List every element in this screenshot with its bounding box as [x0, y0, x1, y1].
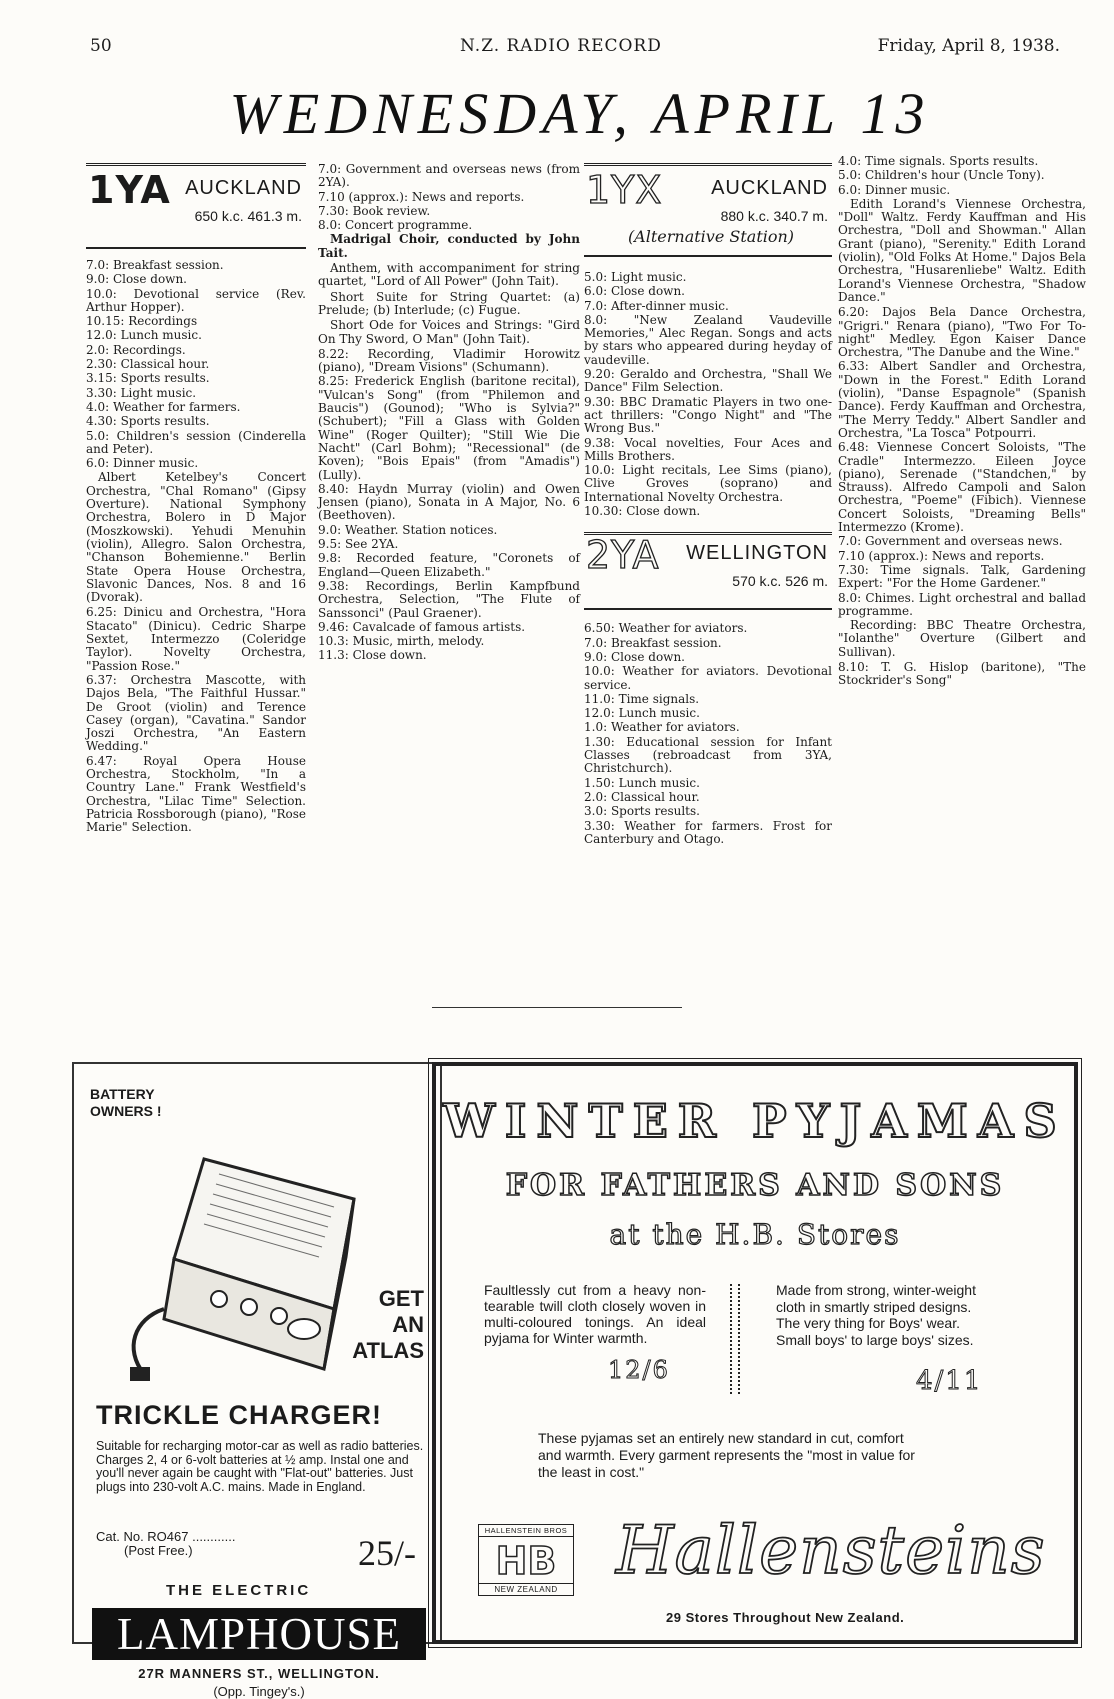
programme-item: 7.0: Breakfast session.	[584, 635, 722, 650]
programme-paragraph: Anthem, with accompaniment for string quartet, "Lord of All Power" (John Tait).	[318, 261, 580, 289]
programme-item: 1.30: Educational session for Infant Classes (rebroadcast from 3YA, Christchurch).	[584, 734, 832, 776]
charger-description: Suitable for recharging motor-car as well as radio batteries. Charges 2, 4 or 6-volt batteries at ½ amp. Instal one and you'll never again be caught with "Flat-out" batteries. Just plugs into 230-volt A.C. mains. Made in England.	[96, 1439, 424, 1494]
programme-item: 9.0: Close down.	[584, 649, 685, 664]
logo-bottom-text: NEW ZEALAND	[479, 1583, 573, 1595]
programme-item: 4.0: Weather for farmers.	[86, 399, 241, 414]
programme-item: 7.0: Government and overseas news.	[838, 534, 1063, 549]
programme-item: 9.0: Weather. Station notices.	[318, 522, 498, 537]
standard-text: These pyjamas set an entirely new standard in cut, comfort and warmth. Every garment represents the "most in value for the least in cost."	[538, 1430, 915, 1480]
programme-item: 6.0: Dinner music.	[838, 182, 951, 197]
programme-paragraph: Recording: BBC Theatre Orchestra, "Iolanthe" Overture (Gilbert and Sullivan).	[838, 618, 1086, 659]
programme-item: 8.22: Recording, Vladimir Horowitz (piano), "Dream Visions" (Schumann).	[318, 346, 580, 375]
programme-item: 7.0: Government and overseas news (from 2YA).	[318, 162, 580, 190]
programme-item: 7.10 (approx.): News and reports.	[318, 189, 525, 204]
programme-item: 3.0: Sports results.	[584, 804, 700, 819]
trickle-charger-heading: TRICKLE CHARGER!	[96, 1400, 382, 1430]
programme-item: 10.0: Light recitals, Lee Sims (piano), Clive Groves (soprano) and International Novelty Orchestra.	[584, 463, 832, 504]
programme-item: 9.38: Vocal novelties, Four Aces and Mills Brothers.	[584, 435, 832, 463]
station-frequency: 880 k.c. 340.7 m.	[720, 208, 828, 224]
programme-item: 9.0: Close down.	[86, 272, 187, 287]
programme-item: 3.30: Light music.	[86, 385, 197, 400]
column-2ya-evening	[838, 155, 1086, 689]
programme-item: 6.25: Dinicu and Orchestra, "Hora Stacato" (Dinicu). Cedric Sharpe Sextet, Intermezzo (Coleridge Taylor). Novelty Orchestra, "Passion Rose."	[86, 605, 306, 673]
programme-item: 5.0: Children's hour (Uncle Tony).	[838, 168, 1045, 183]
winter-pyjamas-heading: WINTER PYJAMAS	[443, 1094, 1067, 1148]
column-1yа	[86, 163, 306, 835]
programme-item: 6.48: Viennese Concert Soloists, "The Cradle" Intermezzo. Eileen Joyce (piano), Serenade ("Standchen," by Strauss). Alfredo Campoli and Salon Orchestra, "Poeme" (Fibich). Viennese Concert Soloists, "Dreaming Bells" Intermezzo (Krome).	[838, 440, 1086, 535]
get-an-atlas	[352, 1286, 424, 1364]
programme-item: 10.30: Close down.	[584, 504, 701, 519]
programme-item: 10.0: Weather for aviators. Devotional service.	[584, 664, 832, 692]
station-frequency: 650 k.c. 461.3 m.	[194, 208, 302, 224]
programme-item: 9.5: See 2YA.	[318, 537, 399, 552]
programme-item: 7.0: Breakfast session.	[86, 258, 224, 272]
programme-paragraph: Albert Ketelbey's Concert Orchestra, "Chal Romano" (Gipsy Overture). National Symphony Orchestra, Bolero in D Major (Moszkowski). Yehudi Menuhin (violin), Allegro. Salon Orchestra, "Chanson Bohemienne." Berlin State Opera House Orchestra, Slavonic Dances, Nos. 8 and 16 (Dvorak).	[86, 470, 306, 605]
fathers-and-sons-heading: FOR FATHERS AND SONS	[505, 1168, 1005, 1203]
battery-owners-label: BATTERY OWNERS !	[90, 1086, 162, 1119]
cat-number: Cat. No. RO467 ............	[96, 1529, 236, 1544]
trickle-charger-illustration	[124, 1139, 374, 1389]
programme-item: 3.30: Weather for farmers. Frost for Canterbury and Otago.	[584, 818, 832, 846]
lamphouse-advert	[72, 1062, 442, 1699]
programme-item: 2.0: Recordings.	[86, 342, 186, 357]
programme-item: 7.10 (approx.): News and reports.	[838, 548, 1045, 563]
hb-stores-heading: at the H.B. Stores	[609, 1218, 901, 1251]
the-electric-label: THE ELECTRIC	[166, 1582, 312, 1599]
station-header-1yx	[584, 163, 832, 257]
station-frequency: 570 k.c. 526 m.	[732, 573, 828, 590]
programme-item: 2.0: Classical hour.	[584, 789, 700, 804]
station-call: 2YA	[586, 533, 660, 578]
column-1ya-evening	[318, 163, 580, 664]
issue-date: Friday, April 8, 1938.	[877, 36, 1060, 56]
charger-price: 25/-	[358, 1533, 416, 1573]
programme-item: 3.15: Sports results.	[86, 371, 210, 386]
station-alternative: (Alternative Station)	[627, 227, 795, 246]
programme-item: 11.0: Time signals.	[584, 691, 700, 706]
programme-item: 1.0: Weather for aviators.	[584, 720, 740, 735]
programme-item: 6.0: Close down.	[584, 284, 685, 299]
programme-item: 8.10: T. G. Hislop (baritone), "The Stockrider's Song"	[838, 659, 1086, 688]
programme-item: 6.33: Albert Sandler and Orchestra, "Down in the Forest." Edith Lorand (violin), "Danse Espagnole" (Spanish Dance). Ferdy Kauffman and Orchestra, "The Merry Teddy." Albert Sandler and Orchestra, "La Tosca" Potpourri.	[838, 359, 1086, 440]
logo-top-text: HALLENSTEIN BROS	[479, 1525, 573, 1537]
programme-item: 8.0: Chimes. Light orchestral and ballad programme.	[838, 590, 1086, 618]
programme-paragraph: Edith Lorand's Viennese Orchestra, "Doll" Waltz. Ferdy Kauffman and His Orchestra, "Doll and Showman." Allan Grant (piano), "Serenity." Edith Lorand (violin), "Old Folks At Home." Dajos Bela Orchestra, "Husarenliebe" Waltz. Edith Lorand's Viennese Orchestra, "Shadow Dance."	[838, 196, 1086, 304]
column-separator	[730, 1284, 740, 1394]
programme-item: 5.0: Children's session (Cinderella and Peter).	[86, 428, 306, 456]
programme-item: 9.20: Geraldo and Orchestra, "Shall We Dance" Film Selection.	[584, 367, 832, 395]
atlas-label: ATLAS	[352, 1338, 424, 1363]
programme-item: 12.0: Lunch music.	[584, 706, 700, 721]
boys-price: 4/11	[916, 1366, 983, 1396]
station-city: WELLINGTON	[686, 542, 828, 565]
column-rule	[432, 1007, 682, 1008]
lamphouse-address: 27R MANNERS ST., WELLINGTON.	[138, 1666, 380, 1681]
station-call: 1YX	[586, 168, 663, 212]
programme-item: 12.0: Lunch music.	[86, 328, 202, 343]
programme-item: 8.25: Frederick English (baritone recital), "Vulcan's Song" (from "Philemon and Baucis") (Gounod); "Who is Sylvia?" (Schubert); "Fill a Glass with Golden Wine" (Roger Quilter); "Still Wie Die Nacht" (Carl Bohm); "Recessional" (de Koven); "Bois Epais" (from "Amadis") (Lully).	[318, 374, 580, 482]
programme-item: 11.3: Close down.	[318, 648, 427, 663]
mens-price: 12/6	[608, 1356, 670, 1384]
get-label: GET	[378, 1286, 424, 1311]
column-1yx-2ya	[584, 163, 832, 847]
programme-item: 4.30: Sports results.	[86, 414, 210, 429]
hallenstein-advert	[432, 1062, 1078, 1644]
station-city: AUCKLAND	[185, 177, 302, 199]
programme-item: 6.50: Weather for aviators.	[584, 621, 748, 636]
mens-pyjama-text: Faultlessly cut from a heavy non-tearable twill cloth closely woven in multi-coloured tonings. An ideal pyjama for Winter warmth.	[484, 1282, 706, 1346]
programme-item: 7.30: Book review.	[318, 203, 431, 218]
logo-monogram: HB	[495, 1539, 557, 1583]
station-call: 1YA	[88, 168, 171, 212]
hallensteins-script-logo: Hallensteins	[616, 1512, 1046, 1589]
programme-item: 7.0: After-dinner music.	[584, 298, 729, 313]
post-free: (Post Free.)	[124, 1543, 193, 1558]
programme-item: 8.0: "New Zealand Vaudeville Memories," Alec Regan. Songs and acts by stars who appeared during heyday of vaudeville.	[584, 312, 832, 367]
boys-pyjama-text: Made from strong, winter-weight cloth in smartly striped designs. The very thing for Boys' wear. Small boys' to large boys' sizes.	[776, 1282, 976, 1348]
programme-item: 8.0: Concert programme.	[318, 218, 473, 233]
programme-item: 10.15: Recordings	[86, 314, 198, 329]
day-title: WEDNESDAY, APRIL 13	[229, 81, 931, 146]
an-label: AN	[392, 1312, 424, 1337]
programme-item: 9.8: Recorded feature, "Coronets of England—Queen Elizabeth."	[318, 551, 580, 579]
station-city: AUCKLAND	[711, 177, 828, 199]
programme-item: 2.30: Classical hour.	[86, 357, 210, 372]
running-header	[90, 36, 1070, 60]
programme-item: 6.0: Dinner music.	[86, 456, 199, 471]
programme-item: 10.3: Music, mirth, melody.	[318, 634, 485, 649]
programme-item: 1.50: Lunch music.	[584, 775, 700, 790]
lamphouse-logo: LAMPHOUSE	[92, 1608, 426, 1660]
stores-count: 29 Stores Throughout New Zealand.	[666, 1610, 905, 1625]
programme-item: 6.20: Dajos Bela Dance Orchestra, "Grigri." Renara (piano), "Two For To-night" Medley. Egon Kaiser Dance Orchestra, "The Danube and the Wine."	[838, 305, 1086, 360]
programme-paragraph: Short Suite for String Quartet: (a) Prelude; (b) Interlude; (c) Fugue.	[318, 289, 580, 317]
programme-item: 7.30: Time signals. Talk, Gardening Expert: "For the Home Gardener."	[838, 562, 1086, 591]
programme-item: 5.0: Light music.	[584, 270, 687, 284]
station-header-1ya	[86, 163, 306, 249]
programme-item: 8.40: Haydn Murray (violin) and Owen Jensen (piano), Sonata in A Major, No. 6 (Beethoven).	[318, 481, 580, 523]
programme-item: 6.47: Royal Opera House Orchestra, Stockholm, "In a Country Lane." Frank Westfield's Orchestra, "Lilac Time" Selection. Patricia Rossborough (piano), "Rose Marie" Selection.	[86, 753, 306, 835]
programme-item: 9.30: BBC Dramatic Players in two one-act thrillers: "Congo Night" and "The Wrong Bus."	[584, 394, 832, 436]
programme-item: 9.46: Cavalcade of famous artists.	[318, 619, 526, 634]
programme-item: 10.0: Devotional service (Rev. Arthur Hopper).	[86, 286, 306, 314]
page-number: 50	[90, 36, 112, 56]
programme-item: 4.0: Time signals. Sports results.	[838, 154, 1039, 168]
madrigal-heading: Madrigal Choir, conducted by John Tait.	[318, 232, 580, 260]
programme-paragraph: Short Ode for Voices and Strings: "Gird On Thy Sword, O Man" (John Tait).	[318, 318, 580, 346]
catalogue-number	[96, 1530, 235, 1558]
programme-item: 6.37: Orchestra Mascotte, with Dajos Bela, "The Faithful Hussar." De Groot (violin) and Terence Casey (organ), "Cavatina." Sandor Joszi Orchestra, "An Eastern Wedding."	[86, 672, 306, 754]
programme-item: 9.38: Recordings, Berlin Kampfbund Orchestra, Selection, "The Flute of Sanssonci" (Paul Graener).	[318, 578, 580, 620]
masthead: N.Z. RADIO RECORD	[460, 36, 662, 56]
station-header-2ya	[584, 532, 832, 610]
hb-logo	[478, 1524, 574, 1596]
lamphouse-opposite: (Opp. Tingey's.)	[213, 1684, 305, 1699]
